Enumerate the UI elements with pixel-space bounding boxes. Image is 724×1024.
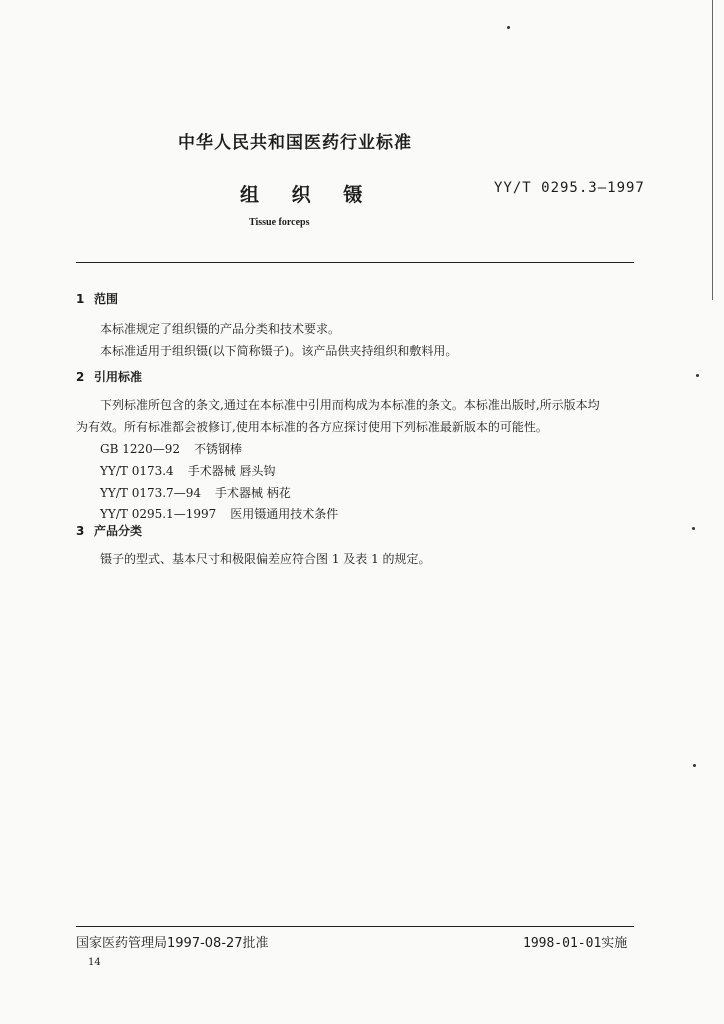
reference-name: 手术器械 柄花 [214,486,291,500]
header-divider [76,262,634,263]
reference-name: 不锈钢棒 [194,442,243,456]
section-number: 1 [76,292,85,306]
section-title: 产品分类 [94,524,143,538]
reference-code: YY/T 0295.1—1997 [100,507,217,521]
reference-name: 手术器械 唇头钩 [187,464,276,478]
paragraph: 下列标准所包含的条文,通过在本标准中引用而构成为本标准的条文。本标准出版时,所示版本均 [100,398,600,412]
scan-speck [693,764,696,767]
scan-speck [692,527,695,530]
standard-number: YY/T 0295.3—1997 [494,180,645,196]
section-2-heading [76,368,142,385]
reference-item [100,462,276,479]
footer-divider [76,926,634,927]
scan-edge-mark [712,0,713,300]
reference-code: GB 1220—92 [100,442,181,456]
document-title: 组 织 镊 [240,184,376,206]
section-3-heading [76,522,142,539]
page-number: 14 [88,957,101,968]
reference-code: YY/T 0173.7—94 [100,486,201,500]
reference-code: YY/T 0173.4 [100,464,174,478]
approval-line: 国家医药管理局1997-08-27批准 [76,936,269,951]
section-number: 2 [76,370,85,384]
scan-speck [696,374,699,377]
section-1-heading [76,290,118,307]
implementation-line: 1998-01-01实施 [523,936,628,951]
standard-organization: 中华人民共和国医药行业标准 [178,133,412,153]
reference-item [100,440,242,457]
section-title: 引用标准 [94,370,143,384]
reference-item [100,484,291,501]
document-title-english: Tissue forceps [249,217,310,228]
section-title: 范围 [94,292,119,306]
reference-name: 医用镊通用技术条件 [230,507,339,521]
paragraph: 镊子的型式、基本尺寸和极限偏差应符合图 1 及表 1 的规定。 [100,552,431,566]
paragraph: 本标准适用于组织镊(以下简称镊子)。该产品供夹持组织和敷料用。 [100,344,458,358]
section-number: 3 [76,524,85,538]
scan-speck [507,26,510,29]
paragraph: 本标准规定了组织镊的产品分类和技术要求。 [100,322,341,336]
paragraph: 为有效。所有标准都会被修订,使用本标准的各方应探讨使用下列标准最新版本的可能性。 [76,420,548,434]
reference-item [100,505,338,522]
